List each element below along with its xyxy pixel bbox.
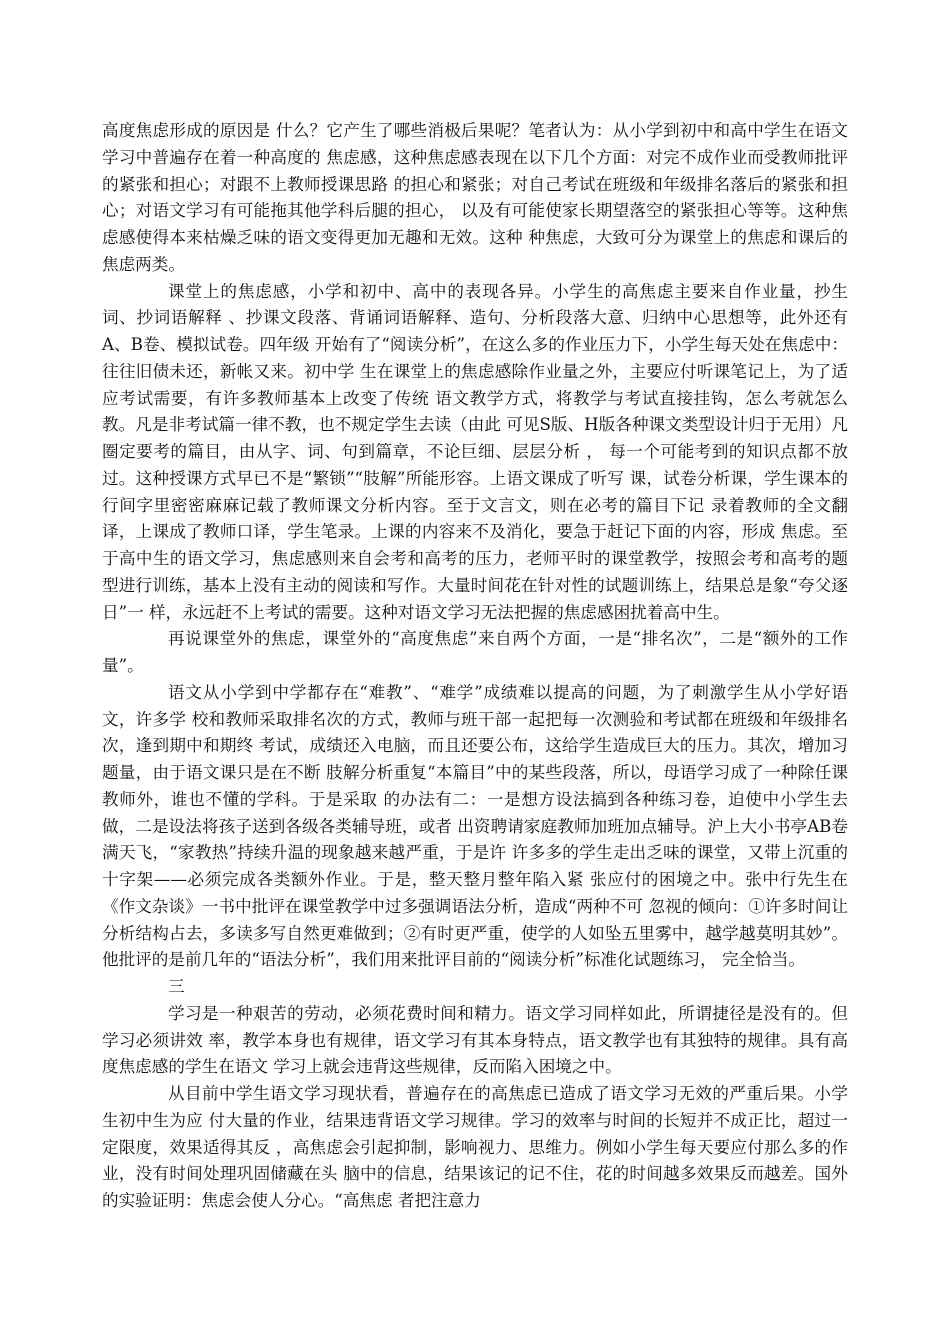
paragraph-outside-anxiety: 再说课堂外的焦虑，课堂外的“高度焦虑”来自两个方面，一是“排名次”，二是“额外的工作量”。 (102, 629, 848, 675)
paragraph-ranking-workload: 语文从小学到中学都存在“难教”、“难学”成绩难以提高的问题，为了刺激学生从小学好语文，许多学 校和教师采取排名次的方式，教师与班干部一起把每一次测验和考试都在班级和年级排名次，逢到期中和期终 考试，成绩还入电脑，而且还要公布，这给学生造成巨大的压力。其次，增加习题量，由于语文课只是在不断 肢解分析重复“本篇目”中的某些段落，所以，母语学习成了一种除任课教师外，谁也不懂的学科。于是采取 的办法有二：一是想方设法搞到各种练习卷，迫使中小学生去做，二是设法将孩子送到各级各类辅导班，或者 出资聘请家庭教师加班加点辅导。沪上大小书亭AB卷满天飞，“家教热”持续升温的现象越来越严重，于是许 许多多的学生走出乏味的课堂，又带上沉重的十字架——必须完成各类额外作业。于是，整天整月整年陷入紧 张应付的困境之中。张中行先生在《作文杂谈》一书中批评在课堂教学中过多强调语法分析，造成“两种不可 忽视的倾向：①许多时间让分析结构占去，多读多写自然更难做到；②有时更严重，使学的人如坠五里雾中，越学越莫明其妙”。他批评的是前几年的“语法分析”，我们用来批评目前的“阅读分析”标准化试题练习， 完全恰当。 (102, 682, 848, 970)
section-heading: 三 (168, 977, 185, 996)
paragraph-classroom-anxiety: 课堂上的焦虑感，小学和初中、高中的表现各异。小学生的高焦虑主要来自作业量，抄生词、抄词语解释 、抄课文段落、背诵词语解释、造句、分析段落大意、归纳中心思想等，此外还有A、B卷、模拟试卷。四年级 开始有了“阅读分析”，在这么多的作业压力下，小学生每天处在焦虑中：往往旧债未还，新帐又来。初中学 生在课堂上的焦虑感除作业量之外，主要应付听课笔记上，为了适应考试需要，有许多教师基本上改变了传统 语文教学方式，将教学与考试直接挂钩，怎么考就怎么教。凡是非考试篇一律不教，也不规定学生去读（由此 可见S版、H版各种课文类型设计归于无用）凡圈定要考的篇目，由从字、词、句到篇章，不论巨细、层层分析 ， 每一个可能考到的知识点都不放过。这种授课方式早已不是“繁锁”“肢解”所能形容。上语文课成了听写 课，试卷分析课，学生课本的行间字里密密麻麻记载了教师课文分析内容。至于文言文，则在必考的篇目下记 录着教师的全文翻译，上课成了教师口译，学生笔录。上课的内容来不及消化，要急于赶记下面的内容，形成 焦虑。至于高中生的语文学习，焦虑感则来自会考和高考的压力，老师平时的课堂教学，按照会考和高考的题 型进行训练，基本上没有主动的阅读和写作。大量时间花在针对性的试题训练上，结果总是象“夸父逐日”一 样，永远赶不上考试的需要。这种对语文学习无法把握的焦虑感困扰着高中生。 (102, 281, 848, 622)
paragraph-learning-labor: 学习是一种艰苦的劳动，必须花费时间和精力。语文学习同样如此，所谓捷径是没有的。但学习必须讲效 率，教学本身也有规律，语文学习有其本身特点，语文教学也有其独特的规律。具有高度焦虑感的学生在语文 学习上就会违背这些规律，反而陷入困境之中。 (102, 1003, 848, 1077)
document-page (102, 118, 848, 1215)
paragraph-causes: 高度焦虑形成的原因是 什么？它产生了哪些消极后果呢？笔者认为：从小学到初中和高中学生在语文学习中普遍存在着一种高度的 焦虑感，这种焦虑感表现在以下几个方面：对完不成作业而受教师批评的紧张和担心；对跟不上教师授课思路 的担心和紧张；对自己考试在班级和年级排名落后的紧张和担心；对语文学习有可能拖其他学科后腿的担心， 以及有可能使家长期望落空的紧张担心等等。这种焦虑感使得本来枯燥乏味的语文变得更加无趣和无效。这种 种焦虑，大致可分为课堂上的焦虑和课后的焦虑两类。 (102, 121, 848, 274)
paragraph-consequences: 从目前中学生语文学习现状看，普遍存在的高焦虑已造成了语文学习无效的严重后果。小学生初中生为应 付大量的作业，结果违背语文学习规律。学习的效率与时间的长短并不成正比，超过一定限度，效果适得其反 ，高焦虑会引起抑制，影响视力、思维力。例如小学生每天要应付那么多的作业，没有时间处理巩固储藏在头 脑中的信息，结果该记的记不住，花的时间越多效果反而越差。国外的实验证明：焦虑会使人分心。“高焦虑 者把注意力 (102, 1084, 848, 1210)
